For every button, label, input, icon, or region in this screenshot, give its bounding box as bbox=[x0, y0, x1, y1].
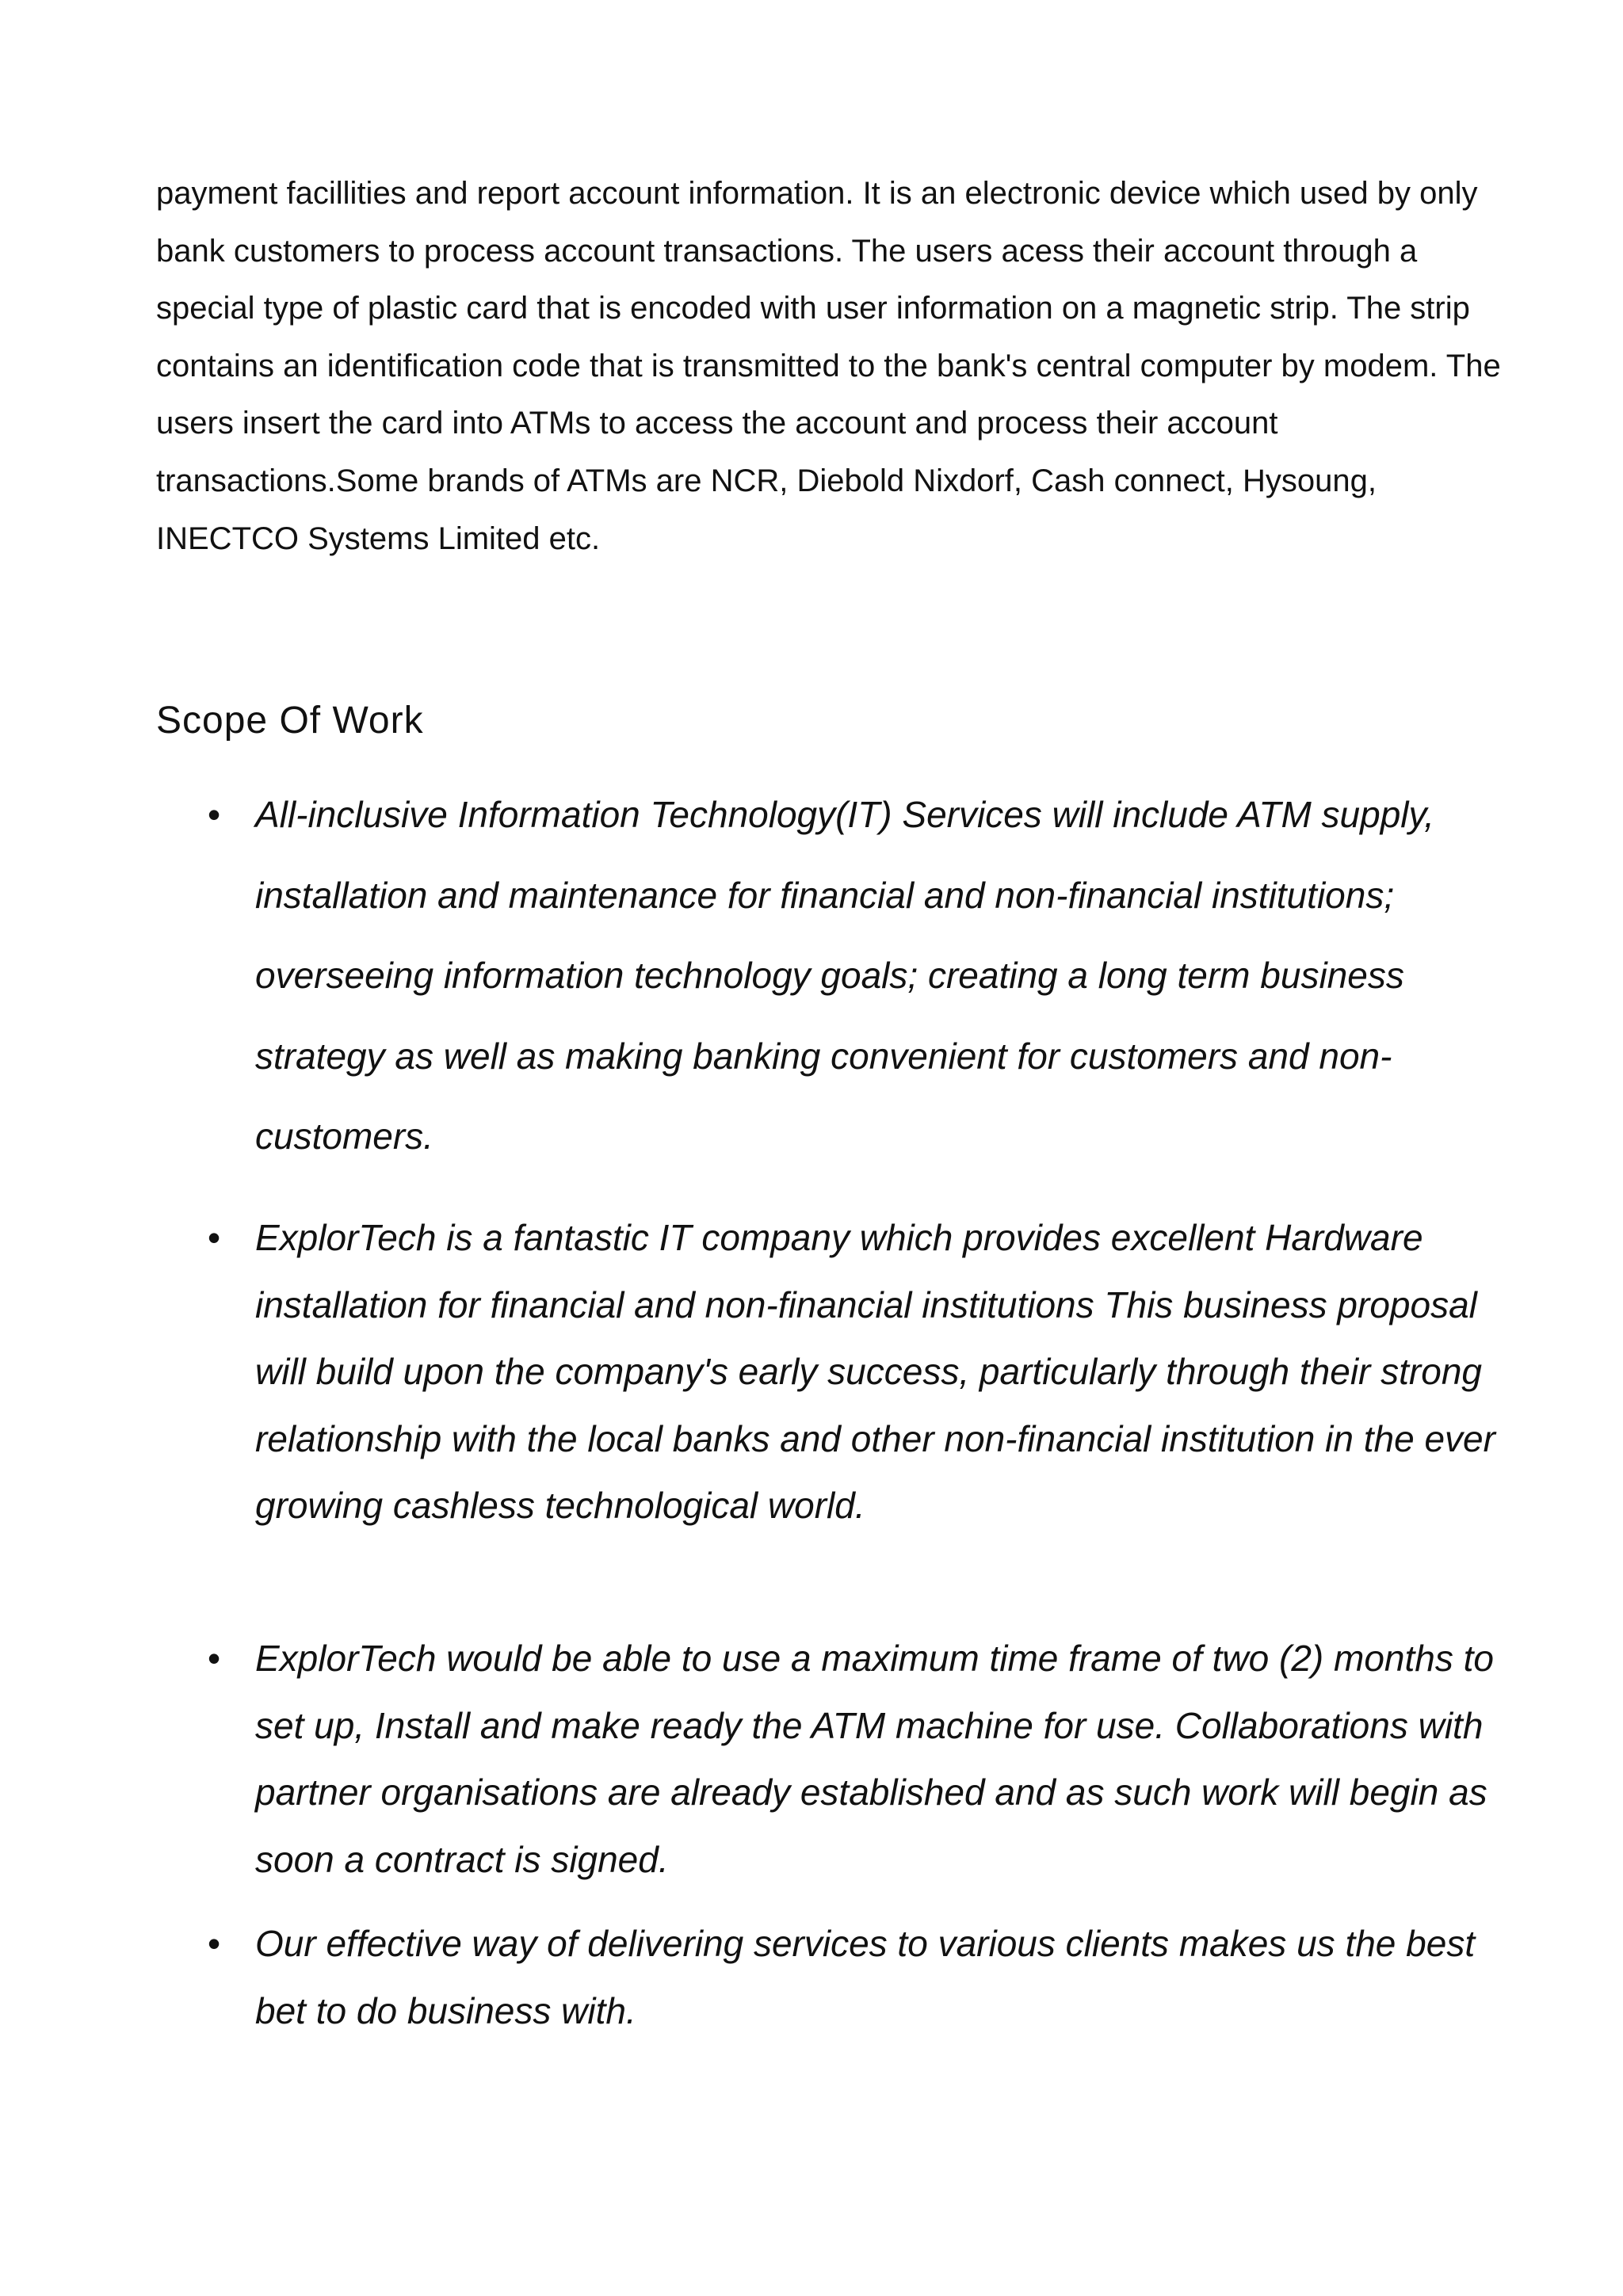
section-heading: Scope Of Work bbox=[156, 700, 424, 742]
scope-bullet-item: • ExplorTech would be able to use a maximum time frame of two (2) months to set up, Install and make ready the ATM machine for use. Collaborations with partner organisations are already established and as such work will begin as soon a contract is signed. bbox=[255, 1625, 1523, 1893]
scope-bullet-item: • All-inclusive Information Technology(IT) Services will include ATM supply, installation and maintenance for financial and non-financial institutions; overseeing information technology goals; creating a long term business strategy as well as making banking convenient for customers and non-customers. bbox=[255, 775, 1523, 1177]
intro-paragraph: payment facillities and report account information. It is an electronic device which used by only bank customers to process account transactions. The users acess their account through a special type of plastic card that is encoded with user information on a magnetic strip. The strip contains an identification code that is transmitted to the bank's central computer by modem. The users insert the card into ATMs to access the account and process their account transactions.Some brands of ATMs are NCR, Diebold Nixdorf, Cash connect, Hysoung, INECTCO Systems Limited etc. bbox=[156, 176, 1501, 556]
scope-bullet-item: • ExplorTech is a fantastic IT company which provides excellent Hardware installation for financial and non-financial institutions This business proposal will build upon the company's early success, particularly through their strong relationship with the local banks and other non-financial institution in the ever growing cashless technological world. bbox=[255, 1204, 1523, 1539]
scope-bullet-item: • Our effective way of delivering services to various clients makes us the best bet to do business with. bbox=[255, 1910, 1523, 2044]
